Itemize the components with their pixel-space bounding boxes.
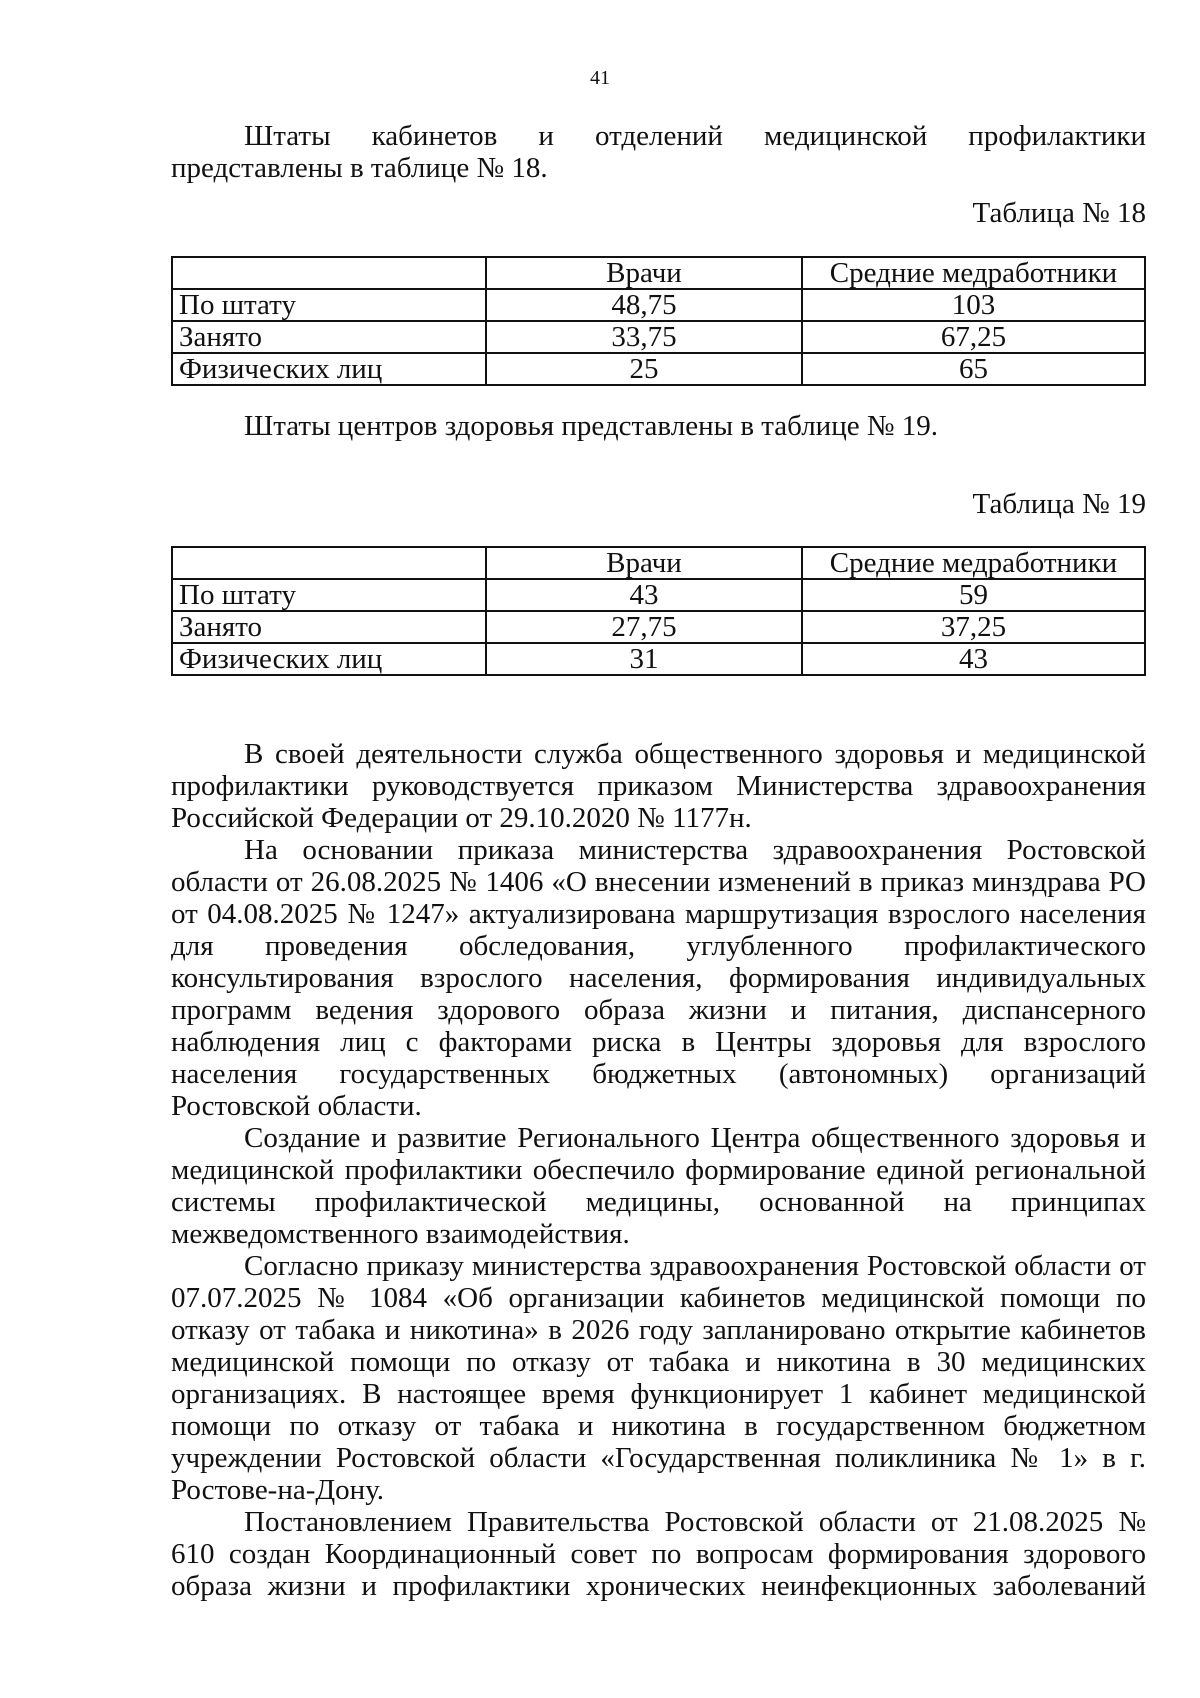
paragraph: На основании приказа министерства здравоохранения Ростовской области от 26.08.2025 № 1406 «О внесении изменений в приказ минздрава РО от 04.08.2025 № 1247» актуализирована маршрутизация взрослого населения для проведения обследования, углубленного профилактического консультирования взрослого населения, формирования индивидуальных программ ведения здорового образа жизни и питания, диспансерного наблюдения лиц с факторами риска в Центры здоровья для взрослого населения государственных бюджетных (автономных) организаций Ростовской области.	[171, 834, 1146, 1122]
table-18-block	[171, 256, 1146, 386]
table-cell: 59	[802, 579, 1145, 611]
paragraph: Согласно приказу министерства здравоохранения Ростовской области от 07.07.2025 № 1084 «Об организации кабинетов медицинской помощи по отказу от табака и никотина» в 2026 году запланировано открытие кабинетов медицинской помощи по отказу от табака и никотина в 30 медицинских организациях. В настоящее время функционирует 1 кабинет медицинской помощи по отказу от табака и никотина в государственном бюджетном учреждении Ростовской области «Государственная поликлиника № 1» в г. Ростове-на-Дону.	[171, 1250, 1146, 1506]
table-row	[172, 353, 1145, 385]
table-cell: 27,75	[486, 611, 802, 643]
table-cell: 31	[486, 643, 802, 675]
table-header-cell	[172, 257, 486, 289]
table-cell: 37,25	[802, 611, 1145, 643]
paragraph: Штаты кабинетов и отделений медицинской профилактики представлены в таблице № 18.	[171, 120, 1146, 184]
table-row	[172, 643, 1145, 675]
table-cell: Физических лиц	[172, 643, 486, 675]
table-cell: По штату	[172, 289, 486, 321]
table-header-row	[172, 257, 1145, 289]
paragraph: В своей деятельности служба общественного здоровья и медицинской профилактики руководствуется приказом Министерства здравоохранения Российской Федерации от 29.10.2020 № 1177н.	[171, 738, 1146, 834]
table-cell: Физических лиц	[172, 353, 486, 385]
table-18-caption: Таблица № 18	[972, 197, 1146, 229]
page-number: 41	[590, 67, 610, 89]
table-cell: Занято	[172, 321, 486, 353]
table-header-cell	[172, 547, 486, 579]
table-header-cell: Врачи	[486, 547, 802, 579]
table-cell: 67,25	[802, 321, 1145, 353]
table-header-cell: Средние медработники	[802, 547, 1145, 579]
table-19-caption-block	[171, 488, 1146, 520]
table-cell: 48,75	[486, 289, 802, 321]
table-cell: 103	[802, 289, 1145, 321]
table-cell: 43	[802, 643, 1145, 675]
paragraph: Создание и развитие Регионального Центра общественного здоровья и медицинской профилактики обеспечило формирование единой региональной системы профилактической медицины, основанной на принципах межведомственного взаимодействия.	[171, 1122, 1146, 1250]
intro-paragraph-table-18	[171, 120, 1146, 184]
table-cell: 65	[802, 353, 1145, 385]
table-row	[172, 289, 1145, 321]
table-header-cell: Средние медработники	[802, 257, 1145, 289]
table-cell: 25	[486, 353, 802, 385]
table-18-caption-block	[171, 197, 1146, 229]
table-header-cell: Врачи	[486, 257, 802, 289]
table-18	[171, 256, 1146, 386]
paragraph: Постановлением Правительства Ростовской области от 21.08.2025 № 610 создан Координационный совет по вопросам формирования здорового образа жизни и профилактики хронических неинфекционных заболеваний	[171, 1506, 1146, 1602]
table-cell: Занято	[172, 611, 486, 643]
intro-paragraph-table-19	[171, 410, 1146, 442]
body-text	[171, 738, 1146, 1602]
table-row	[172, 321, 1145, 353]
table-19-block	[171, 546, 1146, 676]
table-cell: 43	[486, 579, 802, 611]
table-cell: 33,75	[486, 321, 802, 353]
table-cell: По штату	[172, 579, 486, 611]
paragraph: Штаты центров здоровья представлены в таблице № 19.	[244, 410, 939, 442]
table-19-caption: Таблица № 19	[972, 488, 1146, 520]
table-row	[172, 579, 1145, 611]
table-19	[171, 546, 1146, 676]
table-row	[172, 611, 1145, 643]
table-header-row	[172, 547, 1145, 579]
